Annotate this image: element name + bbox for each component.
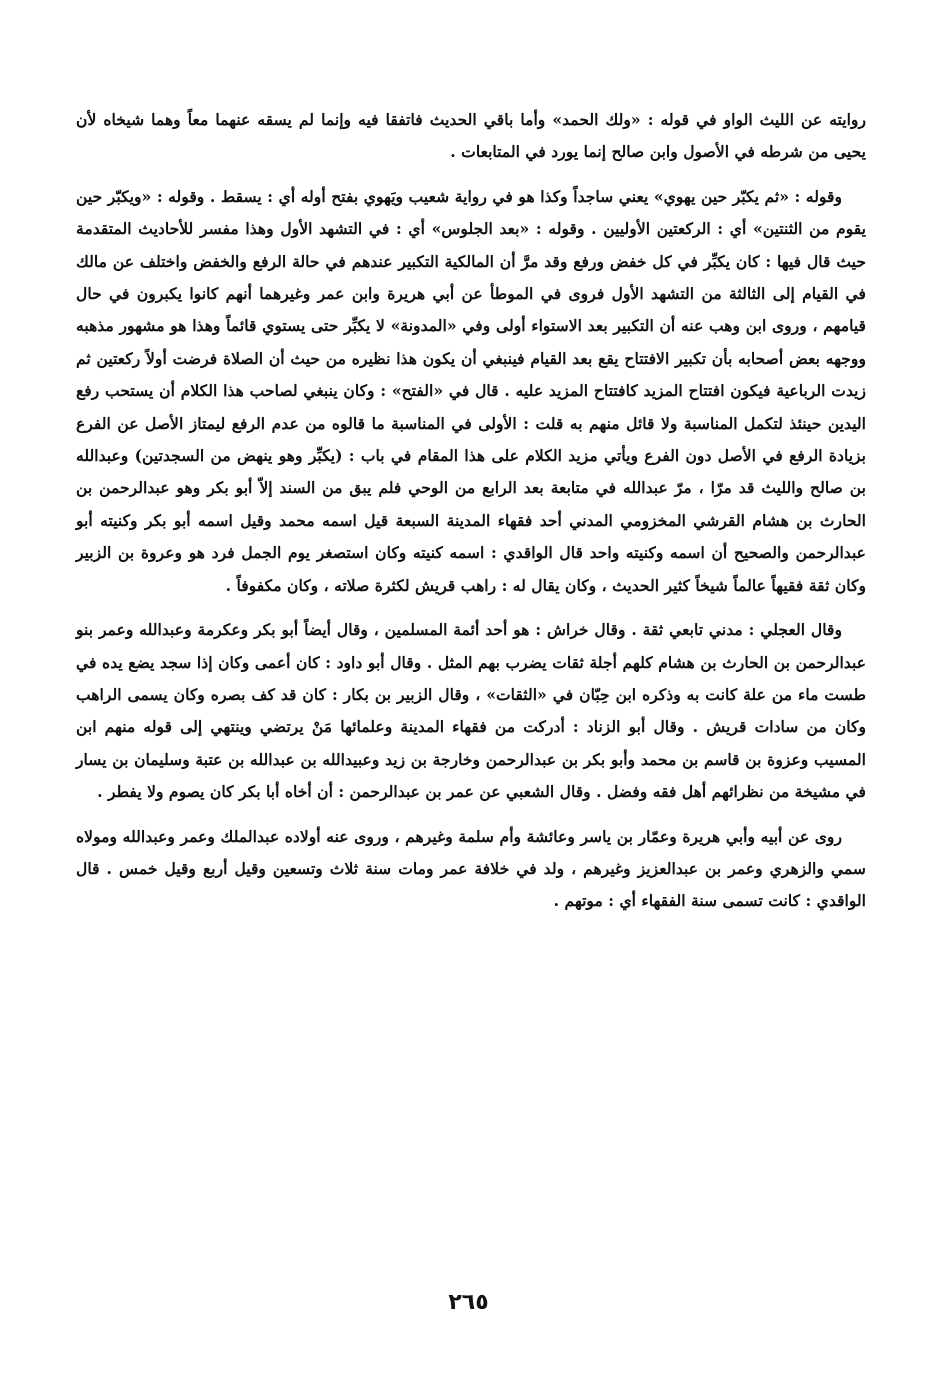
paragraph-2: وقوله : «ثم يكبّر حين يهوي» يعني ساجداً وكذا هو في رواية شعيب ويَهوي بفتح أوله أي : يسقط . وقوله : «ويكبّر حين يقوم من الثنتين» أي : الركعتين الأوليين . وقوله : «بعد الجلوس» أي : في التشهد الأول وهذا مفسر للأحاديث المتقدمة حيث قال فيها : كان يكبِّر في كل خفض ورفع وقد مرَّ أن المالكية التكبير عندهم في حالة الرفع والخفض واختلف عن مالك في القيام إلى الثالثة من التشهد الأول فروى في الموطأ عن أبي هريرة وابن عمر وغيرهما أنهم كانوا يكبرون في حال قيامهم ، وروى ابن وهب عنه أن التكبير بعد الاستواء أولى وفي «المدونة» لا يكبِّر حتى يستوي قائماً وهذا هو مشهور مذهبه ووجهه بعض أصحابه بأن تكبير الافتتاح يقع بعد القيام فينبغي أن يكون هذا نظيره من حيث أن الصلاة فرضت أولاً ركعتين ثم زيدت الرباعية فيكون افتتاح المزيد كافتتاح المزيد عليه . قال في «الفتح» : وكان ينبغي لصاحب هذا الكلام أن يستحب رفع اليدين حينئذ لتكمل المناسبة ولا قائل منهم به قلت : الأولى في المناسبة ما قالوه من عدم الرفع ليمتاز الأصل عن الفرع بزيادة الرفع في الأصل دون الفرع ويأتي مزيد الكلام على هذا المقام في باب : (يكبِّر وهو ينهض من السجدتين) وعبدالله بن صالح والليث قد مرّا ، مرّ عبدالله في متابعة بعد الرابع من الوحي فلم يبق من السند إلاّ أبو بكر وهو عبدالرحمن بن الحارث بن هشام القرشي المخزومي المدني أحد فقهاء المدينة السبعة قيل اسمه محمد وقيل اسمه أبو بكر وكنيته أبو عبدالرحمن والصحيح أن اسمه وكنيته واحد قال الواقدي : اسمه كنيته وكان استصغر يوم الجمل فرد هو وعروة بن الزبير وكان ثقة فقيهاً عالماً شيخاً كثير الحديث ، وكان يقال له : راهب قريش لكثرة صلاته ، وكان مكفوفاً . [76,186,866,595]
page-number: ٢٦٥ [448,1290,489,1315]
paragraph-3: وقال العجلي : مدني تابعي ثقة . وقال خراش : هو أحد أئمة المسلمين ، وقال أيضاً أبو بكر وعكرمة وعبدالله وعمر بنو عبدالرحمن بن الحارث بن هشام كلهم أجلة ثقات يضرب بهم المثل . وقال أبو داود : كان أعمى وكان إذا سجد يضع يده في طست ماء من علة كانت به وذكره ابن حِبّان في «الثقات» ، وقال الزبير بن بكار : كان قد كف بصره وكان يسمى الراهب وكان من سادات قريش . وقال أبو الزناد : أدركت من فقهاء المدينة وعلمائها مَنْ يرتضي وينتهي إلى قوله منهم ابن المسيب وعزوة بن قاسم بن محمد وأبو بكر بن عبدالرحمن وخارجة بن زيد وعبيدالله بن عبدالله بن عتبة وسليمان بن يسار في مشيخة من نظرائهم أهل فقه وفضل . وقال الشعبي عن عمر بن عبدالرحمن : أن أخاه أبا بكر كان يصوم ولا يفطر . [76,620,866,802]
paragraph-1: روايته عن الليث الواو في قوله : «ولك الحمد» وأما باقي الحديث فاتفقا فيه وإنما لم يسقه عنهما معاً وهما شيخاه لأن يحيى من شرطه في الأصول وابن صالح إنما يورد في المتابعات . [76,110,866,162]
page-body [76,104,866,930]
paragraph-4: روى عن أبيه وأبي هريرة وعمّار بن ياسر وعائشة وأم سلمة وغيرهم ، وروى عنه أولاده عبدالملك وعمر وعبدالله ومولاه سمي والزهري وعمر بن عبدالعزيز وغيرهم ، ولد في خلافة عمر ومات سنة ثلاث وتسعين وقيل أربع وقيل خمس . قال الواقدي : كانت تسمى سنة الفقهاء أي : موتهم . [76,826,866,911]
